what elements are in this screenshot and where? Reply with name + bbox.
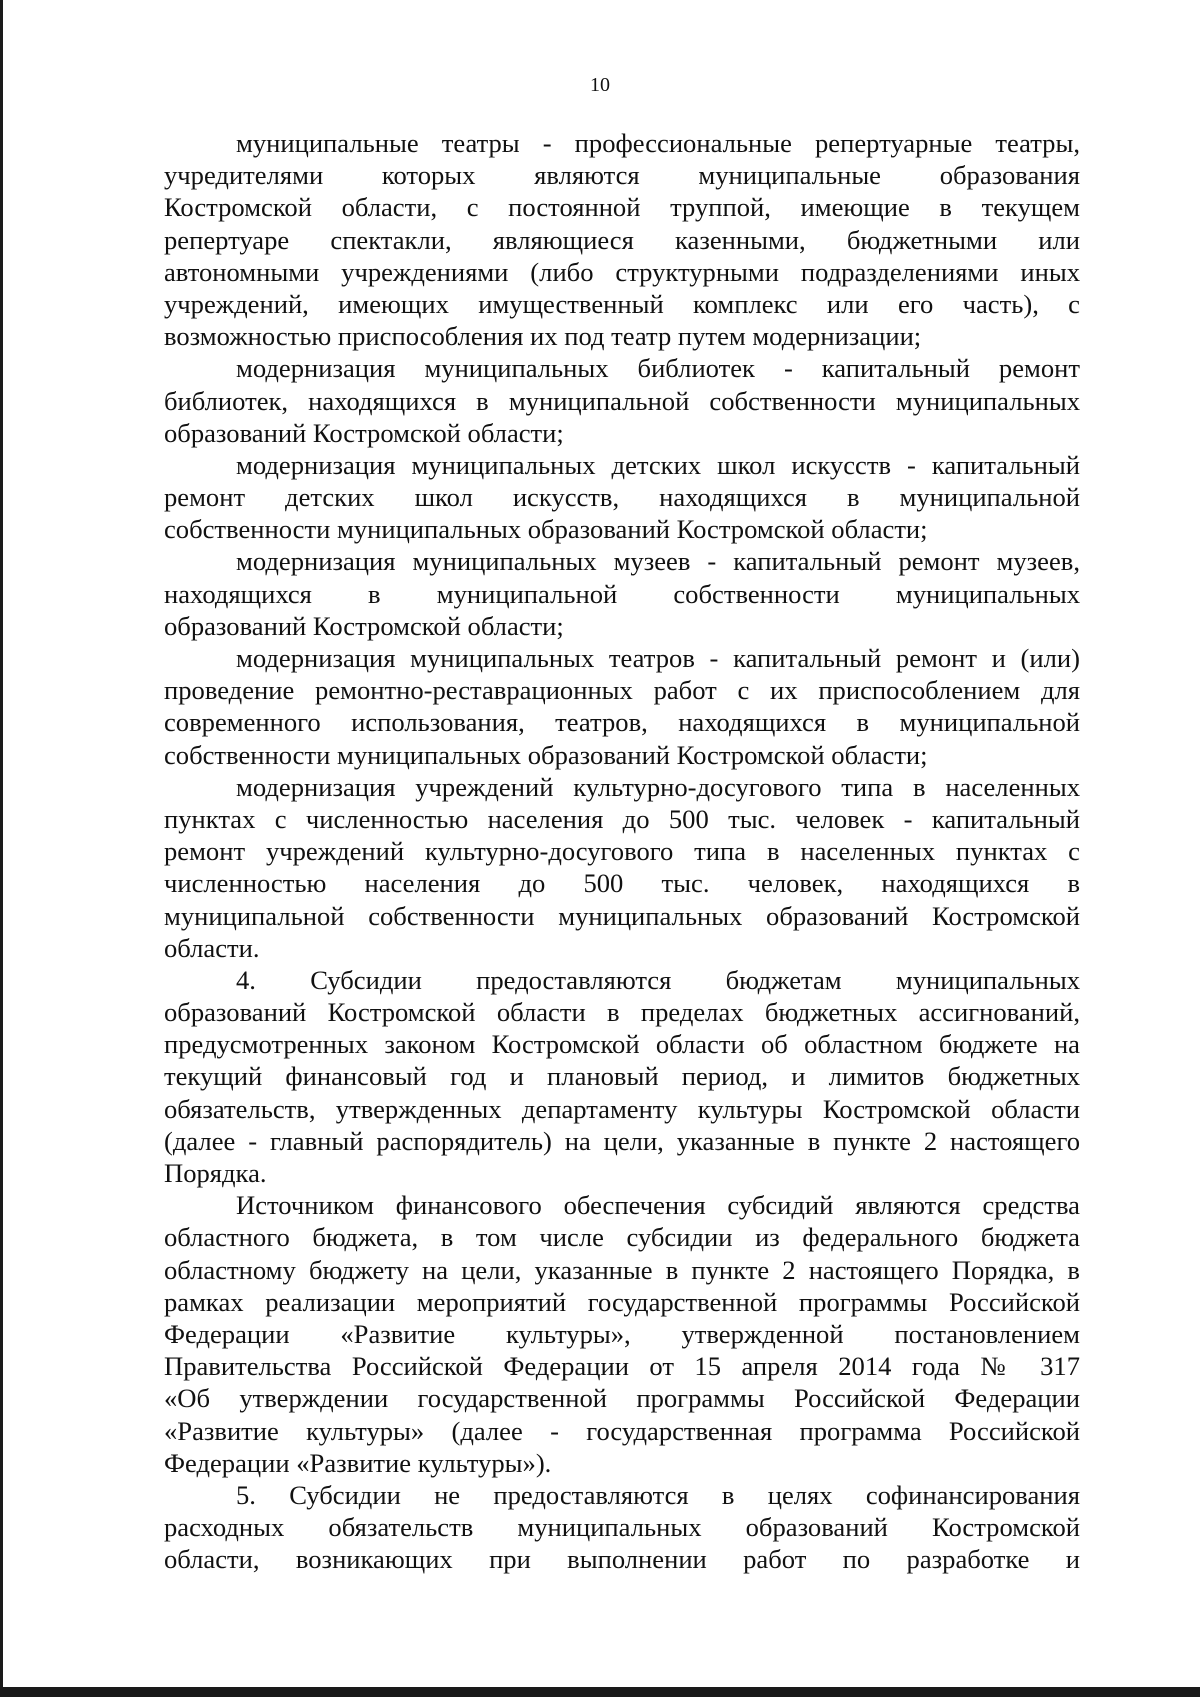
text-line: пунктах с численностью населения до 500 тыс. человек - капитальный (164, 803, 1080, 834)
document-body (164, 127, 1080, 1575)
text-line: учредителями которых являются муниципальные образования (164, 160, 1080, 191)
text-line: 5. Субсидии не предоставляются в целях софинансирования (236, 1479, 1080, 1510)
text-line: Источником финансового обеспечения субсидий являются средства (236, 1190, 1080, 1221)
text-line: модернизация учреждений культурно-досугового типа в населенных (236, 771, 1080, 802)
text-line: текущий финансовый год и плановый период, и лимитов бюджетных (164, 1061, 1080, 1092)
text-line: находящихся в муниципальной собственности муниципальных (164, 578, 1080, 609)
text-line: модернизация муниципальных библиотек - капитальный ремонт (236, 353, 1080, 384)
text-line: муниципальной собственности муниципальных образований Костромской (164, 900, 1080, 931)
text-line: Федерации «Развитие культуры», утвержденной постановлением (164, 1318, 1080, 1349)
text-line: обязательств, утвержденных департаменту культуры Костромской области (164, 1093, 1080, 1124)
text-line: предусмотренных законом Костромской области об областном бюджете на (164, 1029, 1080, 1060)
text-line: образований Костромской области; (164, 610, 564, 641)
text-line: репертуаре спектакли, являющиеся казенными, бюджетными или (164, 224, 1080, 255)
text-line: модернизация муниципальных музеев - капитальный ремонт музеев, (236, 546, 1080, 577)
text-line: возможностью приспособления их под театр путем модернизации; (164, 321, 922, 352)
text-line: Костромской области, с постоянной труппой, имеющие в текущем (164, 192, 1080, 223)
text-line: современного использования, театров, находящихся в муниципальной (164, 707, 1080, 738)
text-line: «Развитие культуры» (далее - государственная программа Российской (164, 1415, 1080, 1446)
text-line: модернизация муниципальных детских школ искусств - капитальный (236, 449, 1080, 480)
text-line: «Об утверждении государственной программы Российской Федерации (164, 1383, 1080, 1414)
text-line: Правительства Российской Федерации от 15 апреля 2014 года № 317 (164, 1351, 1080, 1382)
text-line: Порядка. (164, 1158, 267, 1188)
paragraph-art-schools-modernization (164, 449, 1080, 546)
text-line: автономными учреждениями (либо структурными подразделениями иных (164, 256, 1080, 287)
text-line: образований Костромской области; (164, 417, 564, 448)
paragraph-theatres-modernization (164, 642, 1080, 771)
paragraph-funding-source (164, 1189, 1080, 1479)
text-line: ремонт детских школ искусств, находящихся в муниципальной (164, 482, 1080, 513)
text-line: библиотек, находящихся в муниципальной собственности муниципальных (164, 385, 1080, 416)
paragraph-libraries-modernization (164, 352, 1080, 449)
text-line: расходных обязательств муниципальных образований Костромской (164, 1512, 1080, 1543)
text-line: областному бюджету на цели, указанные в пункте 2 настоящего Порядка, в (164, 1254, 1080, 1285)
paragraph-municipal-theatres-definition (164, 127, 1080, 352)
text-line: (далее - главный распорядитель) на цели, указанные в пункте 2 настоящего (164, 1125, 1080, 1156)
text-line: собственности муниципальных образований Костромской области; (164, 514, 928, 545)
text-line: муниципальные театры - профессиональные репертуарные театры, (236, 128, 1080, 158)
page-number: 10 (590, 74, 610, 96)
text-line: проведение ремонтно-реставрационных работ с их приспособлением для (164, 675, 1080, 706)
text-line: образований Костромской области в пределах бюджетных ассигнований, (164, 997, 1080, 1028)
text-line: Федерации «Развитие культуры»). (164, 1447, 552, 1478)
text-line: областного бюджета, в том числе субсидии из федерального бюджета (164, 1222, 1080, 1253)
paragraph-clause-5 (164, 1479, 1080, 1576)
paragraph-cultural-leisure-modernization (164, 771, 1080, 964)
text-line: учреждений, имеющих имущественный комплекс или его часть), с (164, 288, 1080, 319)
paragraph-museums-modernization (164, 545, 1080, 642)
paragraph-clause-4 (164, 964, 1080, 1189)
text-line: ремонт учреждений культурно-досугового типа в населенных пунктах с (164, 836, 1080, 867)
text-line: области. (164, 932, 260, 963)
text-line: 4. Субсидии предоставляются бюджетам муниципальных (236, 964, 1080, 995)
text-line: области, возникающих при выполнении работ по разработке и (164, 1544, 1080, 1575)
scan-edge-left (0, 0, 3, 1697)
scan-edge-bottom (0, 1687, 1200, 1697)
text-line: собственности муниципальных образований Костромской области; (164, 739, 928, 770)
text-line: модернизация муниципальных театров - капитальный ремонт и (или) (236, 643, 1080, 673)
text-line: рамках реализации мероприятий государственной программы Российской (164, 1286, 1080, 1317)
text-line: численностью населения до 500 тыс. человек, находящихся в (164, 868, 1080, 899)
